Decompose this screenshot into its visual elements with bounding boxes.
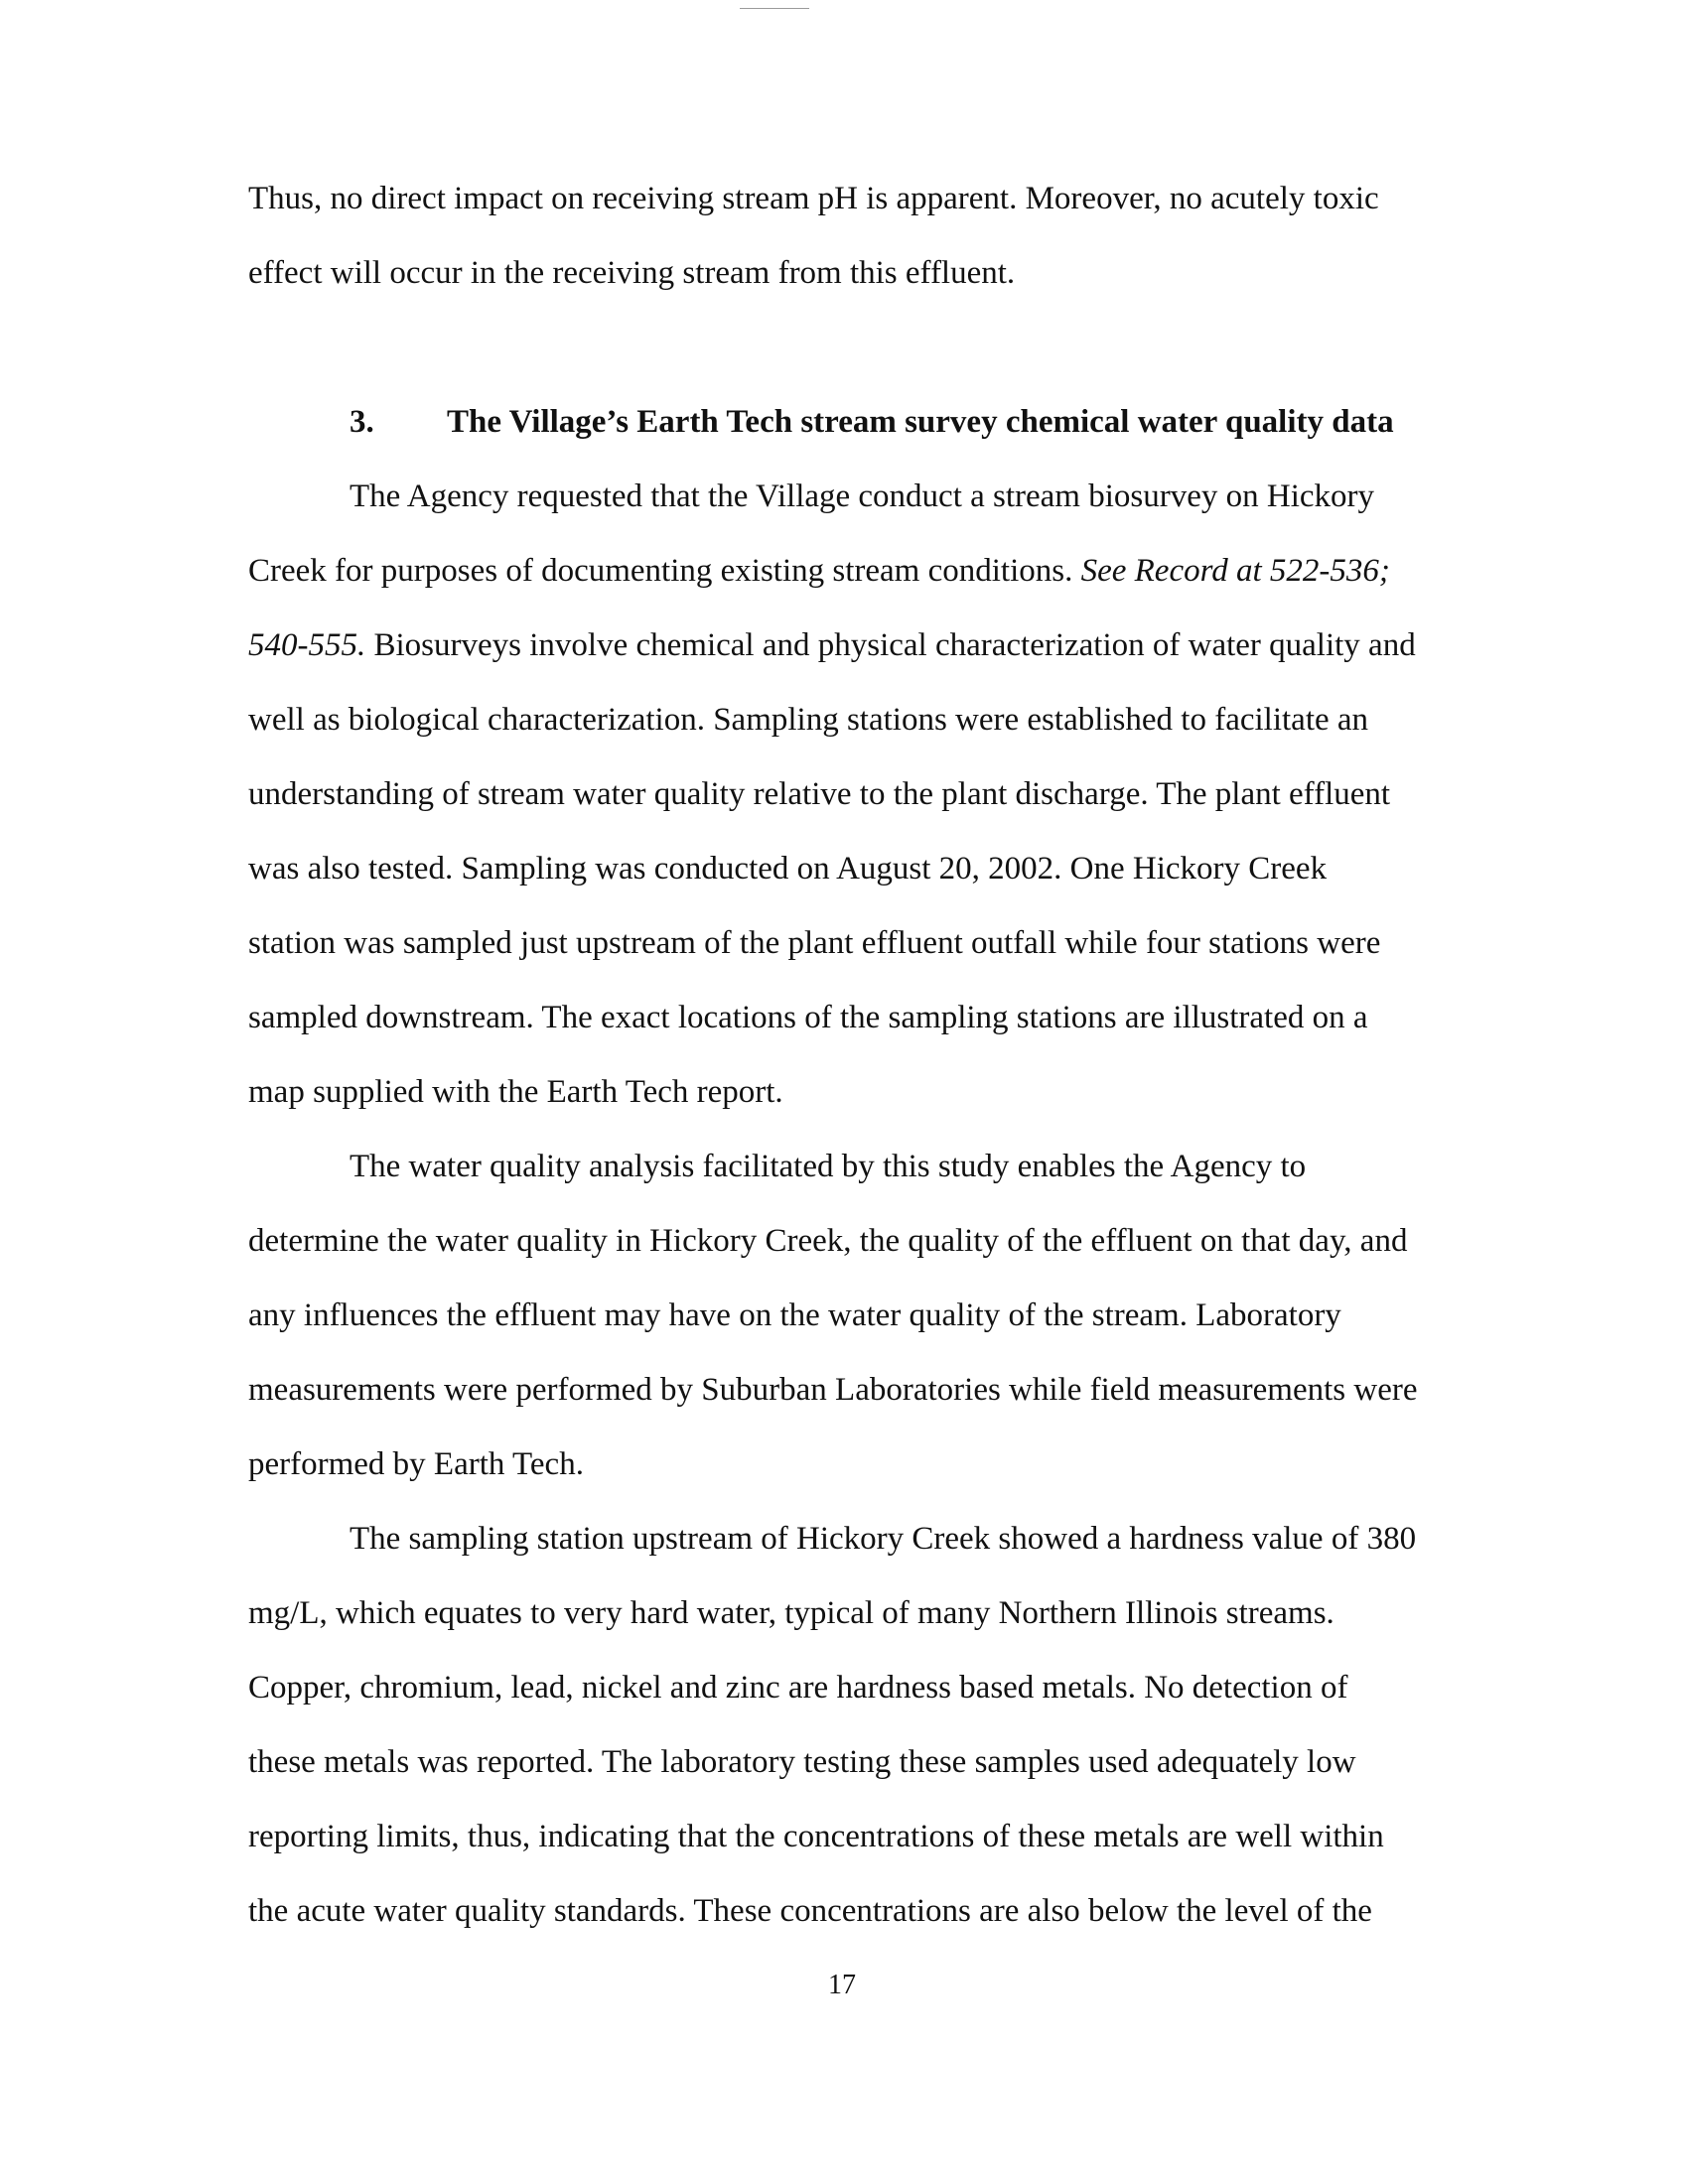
record-citation: 540-555. (248, 627, 366, 663)
text-run: Creek for purposes of documenting existing stream conditions. (248, 553, 1081, 589)
text-line: measurements were performed by Suburban Laboratories while field measurements were (248, 1372, 1418, 1408)
text-line: understanding of stream water quality relative to the plant discharge. The plant effluent (248, 776, 1391, 812)
text-line: determine the water quality in Hickory Creek, the quality of the effluent on that day, and (248, 1223, 1408, 1259)
section-title: The Village’s Earth Tech stream survey chemical water quality data (447, 404, 1394, 440)
text-line: performed by Earth Tech. (248, 1446, 584, 1482)
section-number: 3. (350, 404, 374, 440)
text-line: well as biological characterization. Sampling stations were established to facilitate an (248, 702, 1369, 738)
text-line: map supplied with the Earth Tech report. (248, 1074, 783, 1110)
text-line: the acute water quality standards. These concentrations are also below the level of the (248, 1893, 1372, 1929)
text-line: these metals was reported. The laboratory testing these samples used adequately low (248, 1744, 1356, 1780)
text-line: reporting limits, thus, indicating that the concentrations of these metals are well within (248, 1819, 1384, 1854)
text-run: Biosurveys involve chemical and physical characterization of water quality and (365, 627, 1416, 663)
text-line: The water quality analysis facilitated by this study enables the Agency to (350, 1149, 1307, 1184)
text-line: sampled downstream. The exact locations of the sampling stations are illustrated on a (248, 1000, 1368, 1035)
text-line: any influences the effluent may have on the water quality of the stream. Laboratory (248, 1297, 1341, 1333)
record-citation: See Record at 522-536; (1080, 553, 1390, 589)
text-line: mg/L, which equates to very hard water, typical of many Northern Illinois streams. (248, 1595, 1334, 1631)
text-line: station was sampled just upstream of the plant effluent outfall while four stations were (248, 925, 1381, 961)
text-line: The sampling station upstream of Hickory Creek showed a hardness value of 380 (350, 1521, 1417, 1557)
text-line: Copper, chromium, lead, nickel and zinc are hardness based metals. No detection of (248, 1670, 1348, 1706)
text-line: effect will occur in the receiving stream from this effluent. (248, 255, 1016, 291)
scan-mark-top (740, 8, 809, 9)
section-heading (350, 402, 1394, 442)
text-line: was also tested. Sampling was conducted on August 20, 2002. One Hickory Creek (248, 851, 1328, 887)
text-line: Thus, no direct impact on receiving stream pH is apparent. Moreover, no acutely toxic (248, 181, 1379, 216)
text-line (248, 551, 1390, 591)
text-line (248, 625, 1416, 665)
page-number: 17 (828, 1970, 856, 2000)
text-line: The Agency requested that the Village conduct a stream biosurvey on Hickory (350, 478, 1375, 514)
